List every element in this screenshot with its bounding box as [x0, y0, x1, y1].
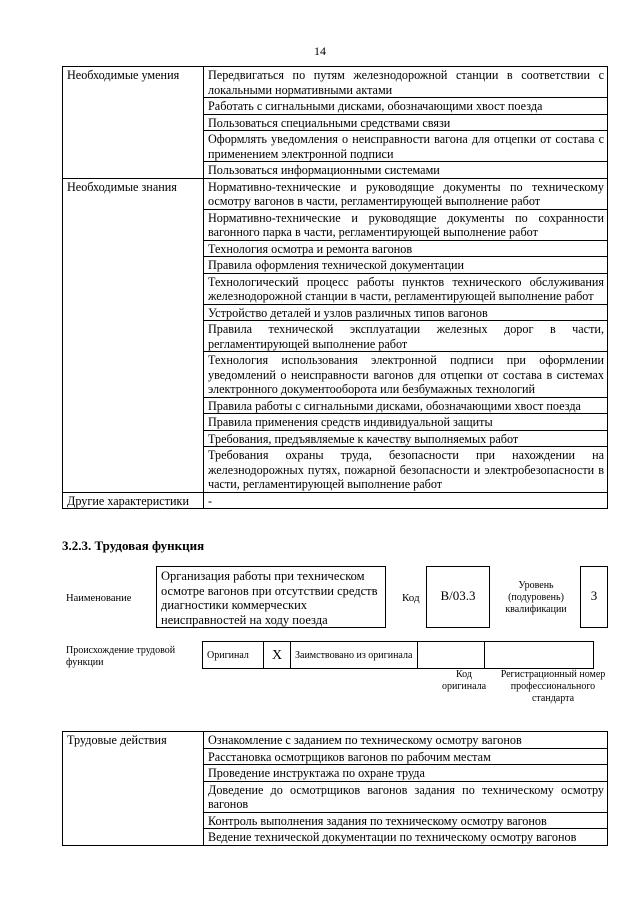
knowledge-item: Требования охраны труда, безопасности при нахождении на железнодорожных путях, пожарной безопасности и электробезопасности в части, регламентирующей выполнение работ — [204, 447, 608, 493]
other-value: - — [204, 492, 608, 509]
other-row — [63, 492, 608, 509]
actions-item: Ознакомление с заданием по техническому осмотру вагонов — [204, 732, 608, 749]
knowledge-row — [63, 178, 608, 209]
knowledge-item: Устройство деталей и узлов различных типов вагонов — [204, 304, 608, 321]
actions-item: Ведение технической документации по техническому осмотру вагонов — [204, 829, 608, 846]
knowledge-item: Технология осмотра и ремонта вагонов — [204, 240, 608, 257]
original-mark: X — [264, 642, 291, 669]
knowledge-item: Правила оформления технической документации — [204, 257, 608, 274]
origin-label: Происхождение трудовой функции — [66, 645, 176, 668]
skills-item: Оформлять уведомления о неисправности вагона для отцепки от состава с применением электронной подписи — [204, 131, 608, 162]
skills-item: Пользоваться специальными средствами связи — [204, 114, 608, 131]
knowledge-item: Требования, предъявляемые к качеству выполняемых работ — [204, 430, 608, 447]
borrowed-label: Заимствовано из оригинала — [291, 642, 418, 669]
actions-item: Контроль выполнения задания по техническому осмотру вагонов — [204, 812, 608, 829]
actions-item: Расстановка осмотрщиков вагонов по рабочим местам — [204, 748, 608, 765]
knowledge-item: Нормативно-технические и руководящие документы по сохранности вагонного парка в части, регламентирующей выполнение работ — [204, 209, 608, 240]
skills-item: Пользоваться информационными системами — [204, 162, 608, 179]
reg-number-cell — [485, 642, 594, 669]
knowledge-item: Правила технической эксплуатации железных дорог в части, регламентирующей выполнение работ — [204, 321, 608, 352]
name-value: Организация работы при техническом осмотре вагонов при отсутствии средств диагностики коммерческих неисправностей на ходу поезда — [161, 569, 378, 627]
knowledge-item: Технология использования электронной подписи при оформлении уведомлений о неисправности вагонов для отцепки от состава в системах электронного документооборота или безбумажных технологий — [204, 352, 608, 398]
knowledge-item: Технологический процесс работы пунктов технического обслуживания железнодорожной станции в части, регламентирующей выполнение работ — [204, 273, 608, 304]
code-label: Код — [402, 592, 420, 604]
actions-item: Проведение инструктажа по охране труда — [204, 765, 608, 782]
knowledge-item: Нормативно-технические и руководящие документы по техническому осмотру вагонов в части, регламентирующей выполнение работ — [204, 178, 608, 209]
page-number: 14 — [314, 44, 326, 58]
section-heading: 3.2.3. Трудовая функция — [62, 538, 205, 553]
knowledge-label: Необходимые знания — [63, 178, 204, 492]
actions-item: Доведение до осмотрщиков вагонов задания по техническому осмотру вагонов — [204, 781, 608, 812]
origin-table — [202, 641, 594, 669]
actions-label: Трудовые действия — [63, 732, 204, 846]
skills-label: Необходимые умения — [63, 67, 204, 179]
skills-row — [63, 67, 608, 98]
actions-row — [63, 732, 608, 749]
knowledge-item: Правила применения средств индивидуальной защиты — [204, 414, 608, 431]
code-original-cell — [418, 642, 485, 669]
level-label: Уровень (подуровень) квалификации — [505, 580, 567, 615]
original-label: Оригинал — [203, 642, 264, 669]
name-label: Наименование — [66, 593, 132, 604]
code-value: B/03.3 — [440, 588, 476, 603]
reg-number-caption: Регистрационный номер профессионального стандарта — [500, 669, 606, 704]
knowledge-item: Правила работы с сигнальными дисками, обозначающими хвост поезда — [204, 397, 608, 414]
skills-item: Передвигаться по путям железнодорожной станции в соответствии с локальными нормативными актами — [204, 67, 608, 98]
skills-knowledge-table — [62, 66, 608, 509]
actions-table — [62, 731, 608, 846]
skills-item: Работать с сигнальными дисками, обозначающими хвост поезда — [204, 98, 608, 115]
level-value: 3 — [590, 588, 598, 603]
code-original-caption: Код оригинала — [441, 669, 487, 692]
other-label: Другие характеристики — [63, 492, 204, 509]
